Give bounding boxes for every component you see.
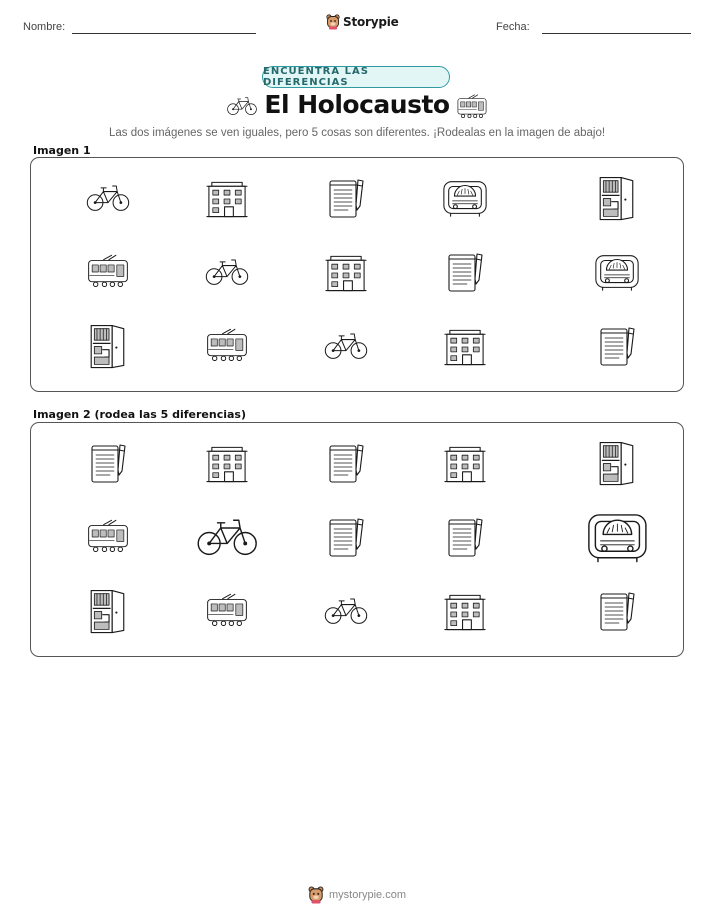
building-icon[interactable] — [205, 442, 249, 484]
image1-label: Imagen 1 — [33, 144, 91, 157]
tram-icon[interactable] — [86, 519, 130, 555]
tram-icon — [86, 254, 130, 290]
date-line[interactable] — [542, 33, 691, 34]
name-line[interactable] — [72, 33, 256, 34]
radio-icon[interactable] — [585, 510, 650, 564]
notepad-icon[interactable] — [326, 442, 366, 484]
image2-panel[interactable] — [30, 422, 684, 657]
building-icon — [205, 177, 249, 219]
radio-icon — [441, 178, 489, 218]
tram-icon — [456, 94, 488, 120]
building-icon — [324, 251, 368, 293]
cabinet-icon[interactable] — [87, 587, 129, 635]
bear-icon — [308, 886, 324, 904]
notepad-icon[interactable] — [88, 442, 128, 484]
footer-url[interactable]: mystorypie.com — [328, 889, 407, 901]
date-label: Fecha: — [496, 21, 530, 33]
tram-icon[interactable] — [205, 593, 249, 629]
brand-name: Storypie — [343, 15, 399, 29]
name-label: Nombre: — [23, 21, 66, 33]
page-title: El Holocausto — [264, 90, 450, 119]
building-icon — [443, 325, 487, 367]
image1-panel — [30, 157, 684, 392]
notepad-icon[interactable] — [326, 516, 366, 558]
cabinet-icon[interactable] — [596, 439, 638, 487]
instructions: Las dos imágenes se ven iguales, pero 5 cosas son diferentes. ¡Rodealas en la imagen de abajo! — [108, 127, 606, 139]
notepad-icon[interactable] — [597, 590, 637, 632]
bicycle-icon[interactable] — [195, 516, 259, 558]
bear-icon — [326, 14, 340, 30]
tram-icon — [205, 328, 249, 364]
building-icon[interactable] — [443, 590, 487, 632]
footer — [0, 886, 714, 904]
activity-badge: ENCUENTRA LAS DIFERENCIAS — [262, 66, 450, 88]
notepad-icon — [445, 251, 485, 293]
image2-label: Imagen 2 (rodea las 5 diferencias) — [33, 408, 247, 421]
notepad-icon — [597, 325, 637, 367]
bicycle-icon — [323, 331, 369, 361]
radio-icon — [593, 252, 641, 292]
notepad-icon — [326, 177, 366, 219]
building-icon[interactable] — [443, 442, 487, 484]
notepad-icon[interactable] — [445, 516, 485, 558]
cabinet-icon — [596, 174, 638, 222]
bicycle-icon[interactable] — [323, 596, 369, 626]
cabinet-icon — [87, 322, 129, 370]
bicycle-icon — [85, 183, 131, 213]
brand-logo — [326, 14, 399, 30]
bicycle-icon — [204, 257, 250, 287]
